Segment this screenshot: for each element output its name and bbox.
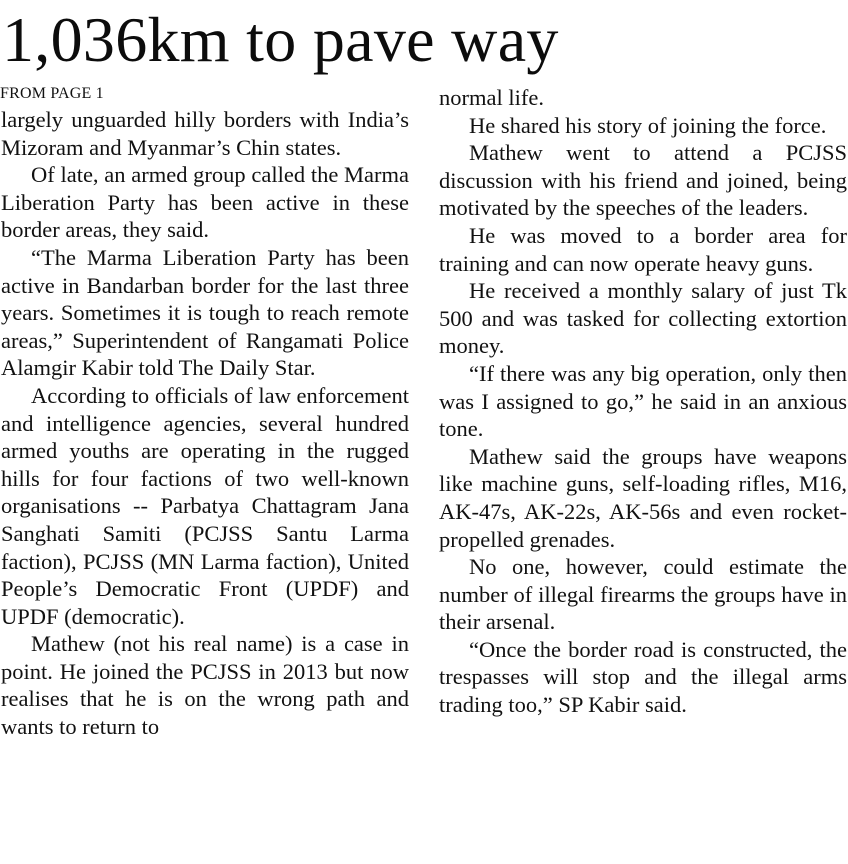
paragraph: He shared his story of joining the force. xyxy=(469,112,827,138)
headline: 1,036km to pave way xyxy=(2,4,559,75)
article-column-1 xyxy=(1,106,409,741)
paragraph-continued: largely unguarded hilly borders with India’s Mizoram and Myanmar’s Chin states. xyxy=(1,107,409,160)
continued-from-label: FROM PAGE 1 xyxy=(0,85,104,102)
paragraph: “Once the border road is constructed, the trespasses will stop and the illegal arms trading too,” SP Kabir said. xyxy=(439,636,847,718)
paragraph: “The Marma Liberation Party has been active in Bandarban border for the last three years. Sometimes it is tough to reach remote areas,” Superintendent of Rangamati Police Alamgir Kabir told The Daily Star. xyxy=(1,244,409,381)
paragraph: According to officials of law enforcement and intelligence agencies, several hundred armed youths are operating in the rugged hills for four factions of two well-known organisations -- Parbatya Chattagram Jana Sanghati Samiti (PCJSS Santu Larma faction), PCJSS (MN Larma faction), United People’s Democratic Front (UPDF) and UPDF (democratic). xyxy=(1,382,409,629)
paragraph: Mathew went to attend a PCJSS discussion with his friend and joined, being motivated by the speeches of the leaders. xyxy=(439,140,847,221)
article-column-2 xyxy=(439,84,847,719)
paragraph: No one, however, could estimate the number of illegal firearms the groups have in their arsenal. xyxy=(439,554,847,635)
paragraph: “If there was any big operation, only then was I assigned to go,” he said in an anxious tone. xyxy=(439,360,847,442)
paragraph-continued: normal life. xyxy=(439,85,544,110)
paragraph: He was moved to a border area for training and can now operate heavy guns. xyxy=(439,222,847,276)
paragraph: Mathew said the groups have weapons like machine guns, self-loading rifles, M16, AK-47s, AK-22s, AK-56s and even rocket-propelled grenades. xyxy=(439,443,847,552)
paragraph: Of late, an armed group called the Marma Liberation Party has been active in these border areas, they said. xyxy=(1,162,409,243)
paragraph: Mathew (not his real name) is a case in point. He joined the PCJSS in 2013 but now realises that he is on the wrong path and wants to return to xyxy=(1,631,409,740)
paragraph: He received a monthly salary of just Tk 500 and was tasked for collecting extortion money. xyxy=(439,278,847,359)
